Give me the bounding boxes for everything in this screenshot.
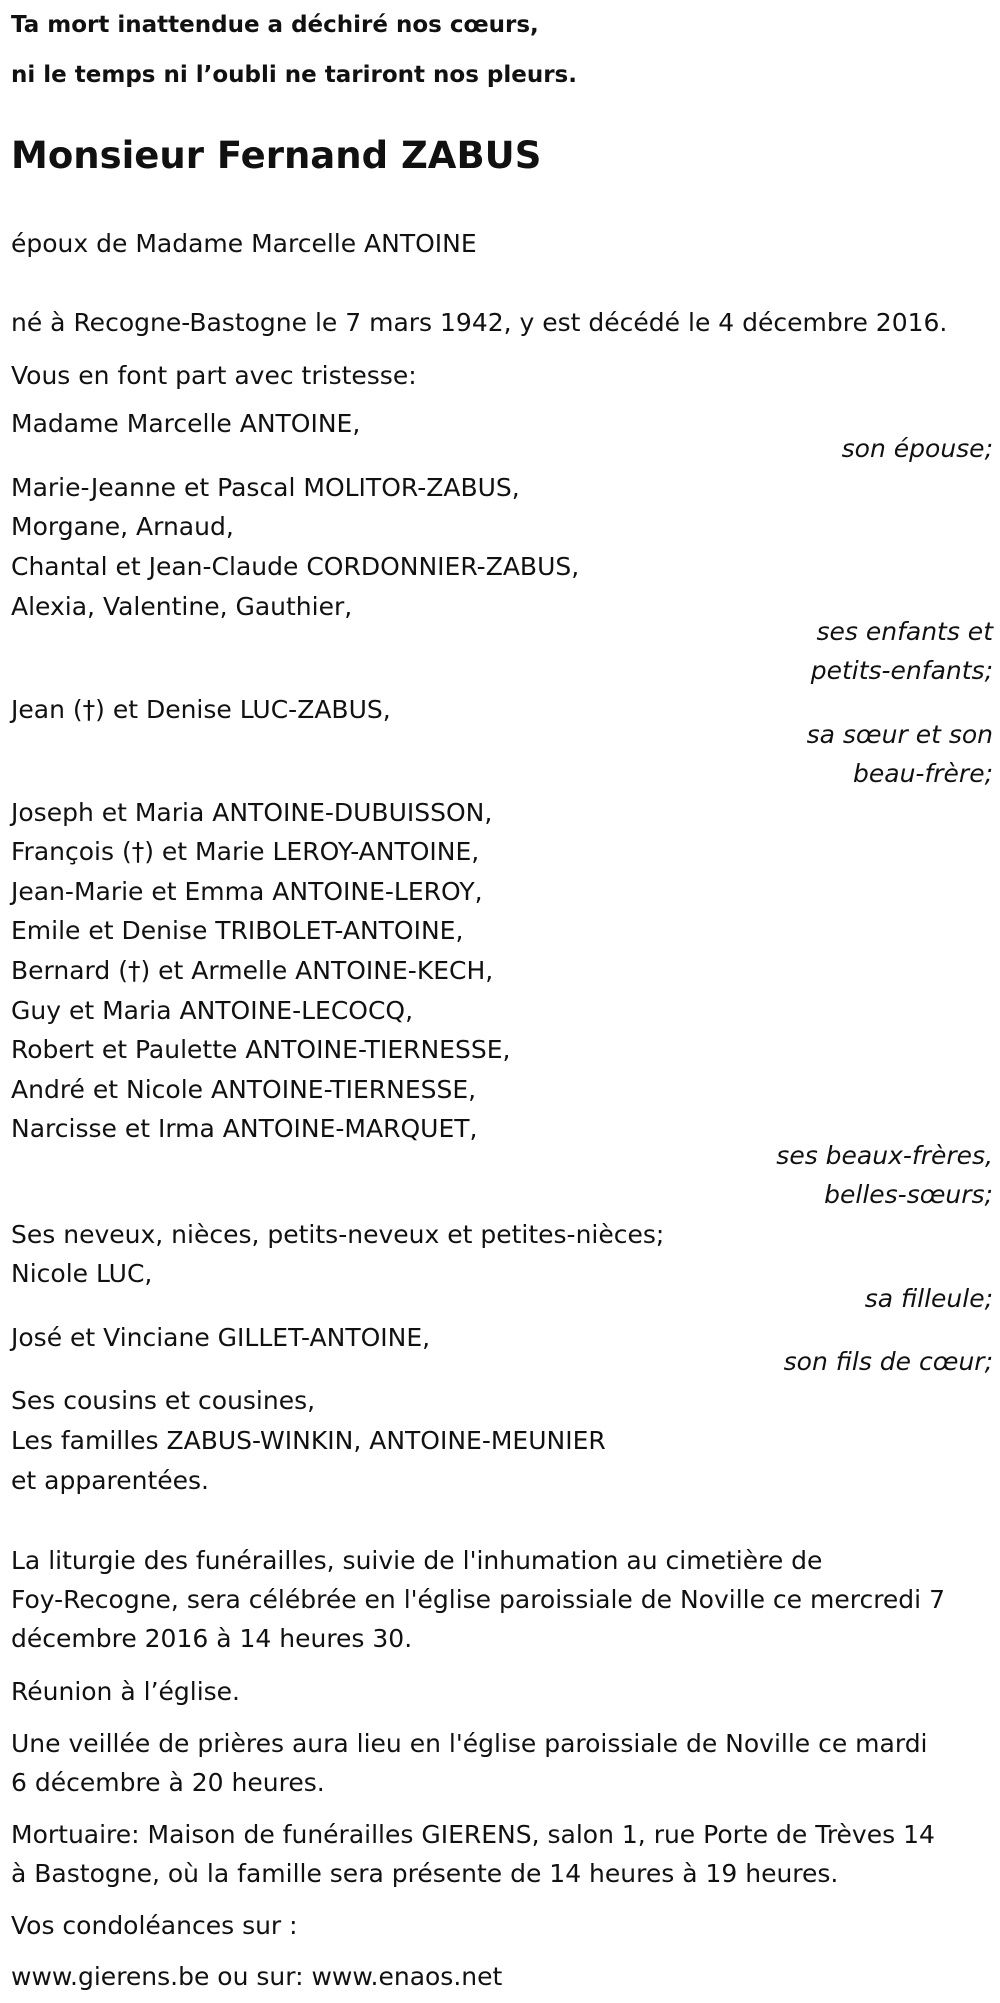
vigil-line: Une veillée de prières aura lieu en l'église paroissiale de Noville ce mardi — [11, 1729, 928, 1758]
cross-icon: † — [127, 956, 141, 985]
family-sibling-relation: beau-frère; — [853, 759, 993, 788]
liturgy-line: Foy-Recogne, sera célébrée en l'église paroissiale de Noville ce mercredi 7 — [11, 1585, 945, 1614]
spouse-line: époux de Madame Marcelle ANTOINE — [11, 229, 477, 258]
deceased-name: Monsieur Fernand ZABUS — [11, 134, 542, 177]
name-text: Jean-Marie et Emma ANTOINE-LEROY, — [11, 877, 483, 906]
vigil-line: 6 décembre à 20 heures. — [11, 1768, 325, 1797]
family-spouse-name: Madame Marcelle ANTOINE, — [11, 409, 361, 438]
liturgy-line: La liturgie des funérailles, suivie de l'inhumation au cimetière de — [11, 1546, 823, 1575]
family-in-law-line — [11, 1113, 477, 1145]
family-nephews-line: Ses neveux, nièces, petits-neveux et petites-nièces; — [11, 1220, 665, 1249]
mortuary-line: Mortuaire: Maison de funérailles GIERENS, salon 1, rue Porte de Trèves 14 — [11, 1820, 935, 1849]
name-text: ) et Armelle ANTOINE-KECH, — [140, 956, 494, 985]
family-in-laws-relation: belles-sœurs; — [824, 1180, 993, 1209]
name-text: Bernard ( — [11, 956, 128, 985]
birth-death-line: né à Recogne-Bastogne le 7 mars 1942, y est décédé le 4 décembre 2016. — [11, 308, 948, 337]
family-in-law-line — [11, 955, 493, 987]
family-spouse-relation: son épouse; — [841, 434, 993, 463]
cross-icon: † — [131, 837, 145, 866]
name-text: Emile et Denise TRIBOLET-ANTOINE, — [11, 916, 464, 945]
name-text: Robert et Paulette ANTOINE-TIERNESSE, — [11, 1035, 511, 1064]
epitaph-line-1: Ta mort inattendue a déchiré nos cœurs, — [11, 12, 539, 38]
family-cousins-line: Les familles ZABUS-WINKIN, ANTOINE-MEUNIER — [11, 1426, 606, 1455]
family-in-law-line — [11, 836, 479, 868]
family-in-laws-relation: ses beaux-frères, — [776, 1141, 993, 1170]
family-heart-son-name: José et Vinciane GILLET-ANTOINE, — [11, 1323, 431, 1352]
family-in-law-line — [11, 876, 483, 908]
family-children-relation: ses enfants et — [816, 617, 993, 646]
meeting-line: Réunion à l’église. — [11, 1677, 241, 1706]
name-text: Joseph et Maria ANTOINE-DUBUISSON, — [11, 798, 493, 827]
epitaph-line-2: ni le temps ni l’oubli ne tariront nos pleurs. — [11, 62, 577, 88]
family-heart-son-relation: son fils de cœur; — [783, 1347, 993, 1376]
family-child-line: Morgane, Arnaud, — [11, 512, 234, 541]
cross-icon: † — [82, 695, 96, 724]
name-text: André et Nicole ANTOINE-TIERNESSE, — [11, 1075, 477, 1104]
family-in-law-line — [11, 995, 413, 1027]
family-child-line: Chantal et Jean-Claude CORDONNIER-ZABUS, — [11, 552, 580, 581]
name-text: Jean ( — [11, 695, 83, 724]
mortuary-line: à Bastogne, où la famille sera présente de 14 heures à 19 heures. — [11, 1859, 839, 1888]
name-text: François ( — [11, 837, 132, 866]
family-in-law-line — [11, 915, 463, 947]
family-goddaughter-relation: sa filleule; — [864, 1284, 993, 1313]
family-in-law-line — [11, 797, 492, 829]
family-sibling-line — [11, 694, 391, 726]
family-sibling-relation: sa sœur et son — [806, 720, 993, 749]
liturgy-line: décembre 2016 à 14 heures 30. — [11, 1624, 413, 1653]
name-text: ) et Marie LEROY-ANTOINE, — [144, 837, 480, 866]
family-cousins-line: Ses cousins et cousines, — [11, 1386, 316, 1415]
family-in-law-line — [11, 1074, 476, 1106]
name-text: Guy et Maria ANTOINE-LECOCQ, — [11, 996, 414, 1025]
family-cousins-line: et apparentées. — [11, 1466, 209, 1495]
condolences-links: www.gierens.be ou sur: www.enaos.net — [11, 1962, 503, 1991]
announce-line: Vous en font part avec tristesse: — [11, 361, 417, 390]
name-text: Narcisse et Irma ANTOINE-MARQUET, — [11, 1114, 478, 1143]
family-child-line: Alexia, Valentine, Gauthier, — [11, 592, 353, 621]
name-text: ) et Denise LUC-ZABUS, — [95, 695, 391, 724]
family-in-law-line — [11, 1034, 510, 1066]
family-children-relation: petits-enfants; — [810, 656, 993, 685]
family-goddaughter-name: Nicole LUC, — [11, 1259, 153, 1288]
family-child-line: Marie-Jeanne et Pascal MOLITOR-ZABUS, — [11, 473, 520, 502]
condolences-label: Vos condoléances sur : — [11, 1911, 298, 1940]
